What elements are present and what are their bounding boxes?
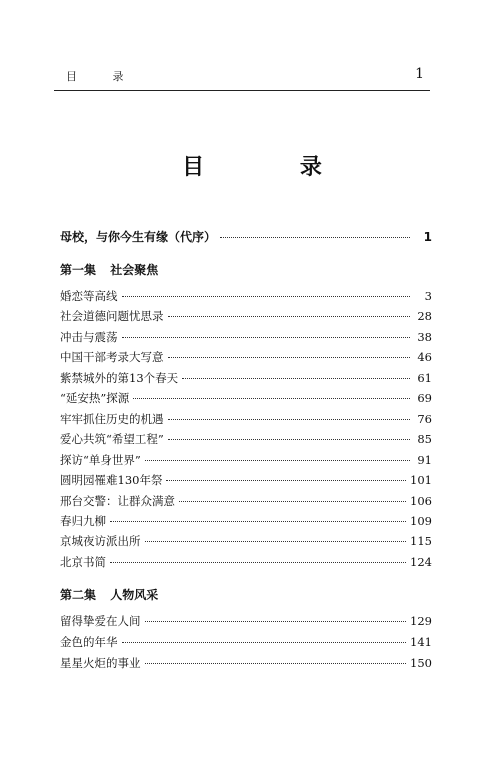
toc-entry-page: 150 [410, 656, 432, 670]
page-title: 目 录 [182, 154, 366, 180]
dot-leader [179, 501, 406, 502]
dot-leader [145, 541, 407, 542]
toc-entry-page: 141 [410, 635, 432, 649]
toc-entry-label: 牢牢抓住历史的机遇 [60, 412, 164, 426]
toc-entry-page: 109 [410, 514, 432, 528]
toc-entry-page: 3 [424, 289, 432, 303]
dot-leader [122, 296, 411, 297]
dot-leader [166, 480, 406, 481]
toc-entry-page: 106 [410, 494, 432, 508]
toc-entry-label: 北京书简 [60, 555, 106, 569]
dot-leader [145, 460, 410, 461]
toc-entry[interactable] [60, 634, 432, 652]
toc-entry[interactable] [60, 411, 432, 429]
dot-leader [168, 316, 411, 317]
dot-leader [145, 663, 407, 664]
toc-entry[interactable] [60, 370, 432, 388]
toc-entry-label: 冲击与震荡 [60, 330, 118, 344]
running-header-title: 目 录 [66, 70, 140, 83]
toc-entry-label: 金色的年华 [60, 635, 118, 649]
section-heading-2 [60, 586, 158, 603]
dot-leader [110, 521, 406, 522]
toc-entry[interactable] [60, 390, 432, 408]
dot-leader [122, 642, 407, 643]
running-header [54, 66, 430, 88]
dot-leader [145, 621, 407, 622]
toc-entry-page: 1 [423, 230, 432, 244]
dot-leader [168, 357, 411, 358]
toc-entry-page: 101 [410, 473, 432, 487]
dot-leader [168, 419, 411, 420]
toc-entry-label: 春归九柳 [60, 514, 106, 528]
toc-entry[interactable] [60, 349, 432, 367]
toc-entry[interactable] [60, 472, 432, 490]
toc-entry-label: 爱心共筑“希望工程” [60, 432, 164, 446]
toc-entry-label: 母校，与你今生有缘（代序） [60, 230, 217, 244]
toc-entry-label: 留得挚爱在人间 [60, 614, 141, 628]
toc-entry[interactable] [60, 288, 432, 306]
toc-entry-label: 婚恋等高线 [60, 289, 118, 303]
toc-entry-page: 85 [417, 432, 432, 446]
dot-leader [110, 562, 406, 563]
toc-entry[interactable] [60, 308, 432, 326]
toc-entry[interactable] [60, 493, 432, 511]
toc-entry-label: 邢台交警：让群众满意 [60, 494, 175, 508]
toc-entry-page: 61 [417, 371, 432, 385]
toc-entry[interactable] [60, 554, 432, 572]
dot-leader [220, 237, 410, 238]
toc-entry[interactable] [60, 452, 432, 470]
section-number: 第一集 [60, 263, 97, 277]
toc-entry-page: 115 [410, 534, 432, 548]
toc-entry[interactable] [60, 513, 432, 531]
dot-leader [182, 378, 410, 379]
toc-entry[interactable] [60, 613, 432, 631]
section-heading-1 [60, 261, 158, 278]
toc-entry-label: 圆明园罹难130年祭 [60, 473, 163, 487]
toc-entry-page: 91 [417, 453, 432, 467]
toc-entry[interactable] [60, 329, 432, 347]
toc-entry-label: 星星火炬的事业 [60, 656, 141, 670]
header-rule [54, 90, 430, 91]
section-number: 第二集 [60, 588, 97, 602]
section-title: 人物风采 [110, 588, 159, 602]
toc-entry-page: 124 [410, 555, 432, 569]
dot-leader [122, 337, 411, 338]
toc-entry-label: “延安热”探源 [60, 391, 130, 405]
toc-entry-label: 京城夜访派出所 [60, 534, 141, 548]
toc-entry-page: 46 [417, 350, 432, 364]
toc-entry-label: 探访“单身世界” [60, 453, 141, 467]
section-title: 社会聚焦 [110, 263, 159, 277]
toc-entry-label: 中国干部考录大写意 [60, 350, 164, 364]
toc-entry-preface[interactable] [60, 228, 432, 246]
toc-entry[interactable] [60, 431, 432, 449]
toc-entry-page: 69 [417, 391, 432, 405]
toc-entry-page: 129 [410, 614, 432, 628]
toc-entry-page: 28 [417, 309, 432, 323]
toc-entry-label: 社会道德问题忧思录 [60, 309, 164, 323]
running-header-page-number: 1 [415, 66, 424, 82]
toc-entry-label: 紫禁城外的第13个春天 [60, 371, 179, 385]
dot-leader [168, 439, 410, 440]
toc-entry[interactable] [60, 655, 432, 673]
toc-entry-page: 38 [417, 330, 432, 344]
toc-entry[interactable] [60, 533, 432, 551]
dot-leader [133, 398, 410, 399]
toc-entry-page: 76 [417, 412, 432, 426]
